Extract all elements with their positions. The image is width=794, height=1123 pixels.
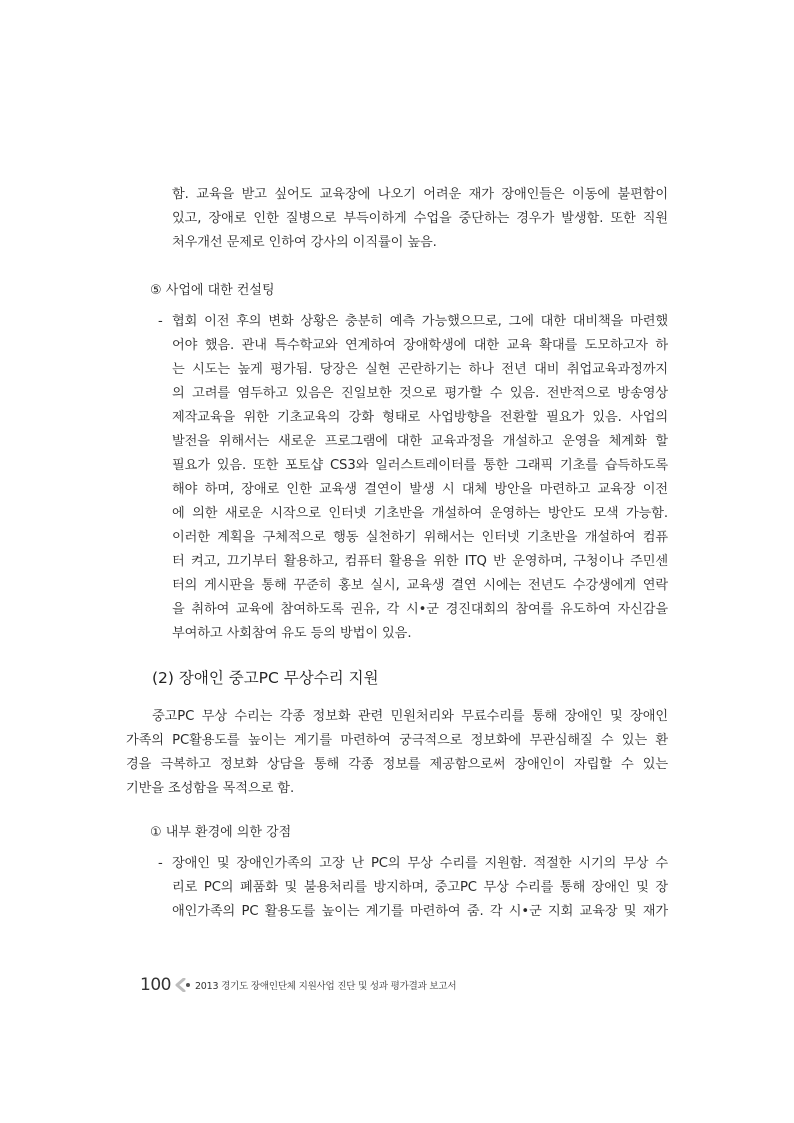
intro-line-3: 처우개선 문제로 인하여 강사의 이직률이 높음.: [172, 235, 437, 250]
section2-line: 중고PC 무상 수리는 각종 정보화 관련 민원처리와 무료수리를 통해 장애인 및 장애인: [152, 709, 668, 724]
item1-heading: ① 내부 환경에 의한 강점: [150, 825, 292, 840]
item5-line: 이러한 계획을 구체적으로 행동 실천하기 위해서는 인터넷 기초반을 개설하여 컴퓨: [172, 530, 668, 545]
item5-line: 터의 게시판을 통해 꾸준히 홍보 실시, 교육생 결연 시에는 전년도 수강생에게 연락: [172, 578, 668, 593]
intro-line-2: 있고, 장애로 인한 질병으로 부득이하게 수업을 중단하는 경우가 발생함. 또한 직원: [172, 211, 668, 226]
item1-dash: -: [158, 856, 163, 871]
section2-line: 기반을 조성함을 목적으로 함.: [126, 781, 295, 796]
item5-line: 어야 했음. 관내 특수학교와 연계하여 장애학생에 대한 교육 확대를 도모하고자 하: [172, 338, 668, 353]
page-number: 100: [140, 975, 171, 995]
item5-heading: ⑤ 사업에 대한 컨설팅: [150, 283, 275, 298]
section2-line: 가족의 PC활용도를 높이는 계기를 마련하여 궁극적으로 정보화에 무관심해질 수 있는 환: [126, 733, 668, 748]
item1-line: 애인가족의 PC 활용도를 높이는 계기를 마련하여 줌. 각 시•군 지회 교육장 및 재가: [172, 904, 668, 919]
item1-line: 장애인 및 장애인가족의 고장 난 PC의 무상 수리를 지원함. 적절한 시기의 무상 수: [172, 856, 668, 871]
item5-line: 의 고려를 염두하고 있음은 진일보한 것으로 평가할 수 있음. 전반적으로 방송영상: [172, 386, 668, 401]
item5-line: 부여하고 사회참여 유도 등의 방법이 있음.: [172, 626, 412, 641]
item5-line: 는 시도는 높게 평가됨. 당장은 실현 곤란하기는 하나 전년 대비 취업교육과정까지: [172, 362, 668, 377]
item5-line: 발전을 위해서는 새로운 프로그램에 대한 교육과정을 개설하고 운영을 체계화 할: [172, 434, 668, 449]
item5-dash: -: [158, 314, 163, 329]
item1-line: 리로 PC의 폐품화 및 불용처리를 방지하며, 중고PC 무상 수리를 통해 장애인 및 장: [172, 880, 668, 895]
item5-line: 필요가 있음. 또한 포토샵 CS3와 일러스트레이터를 통한 그래픽 기초를 습득하도록: [172, 458, 668, 473]
footer-chevron-icon: [175, 978, 191, 992]
item5-line: 에 의한 새로운 시작으로 인터넷 기초반을 개설하여 운영하는 방안도 모색 가능함.: [172, 506, 668, 521]
page-footer: [140, 975, 456, 995]
section2-line: 경을 극복하고 정보화 상담을 통해 각종 정보를 제공함으로써 장애인이 자립할 수 있는: [126, 757, 668, 772]
item5-line: 터 켜고, 끄기부터 활용하고, 컴퓨터 활용을 위한 ITQ 반 운영하며, 구청이나 주민센: [172, 554, 668, 569]
item5-line: 해야 하며, 장애로 인한 교육생 결연이 발생 시 대체 방안을 마련하고 교육장 이전: [172, 482, 668, 497]
section2-heading: (2) 장애인 중고PC 무상수리 지원: [152, 669, 379, 687]
item5-line: 협회 이전 후의 변화 상황은 충분히 예측 가능했으므로, 그에 대한 대비책을 마련했: [172, 314, 668, 329]
intro-line-1: 함. 교육을 받고 싶어도 교육장에 나오기 어려운 재가 장애인들은 이동에 불편함이: [172, 187, 668, 202]
report-title: 2013 경기도 장애인단체 지원사업 진단 및 성과 평가결과 보고서: [194, 981, 457, 992]
item5-line: 제작교육을 위한 기초교육의 강화 형태로 사업방향을 전환할 필요가 있음. 사업의: [172, 410, 668, 425]
item5-line: 을 취하여 교육에 참여하도록 권유, 각 시•군 경진대회의 참여를 유도하여 자신감을: [172, 602, 668, 617]
